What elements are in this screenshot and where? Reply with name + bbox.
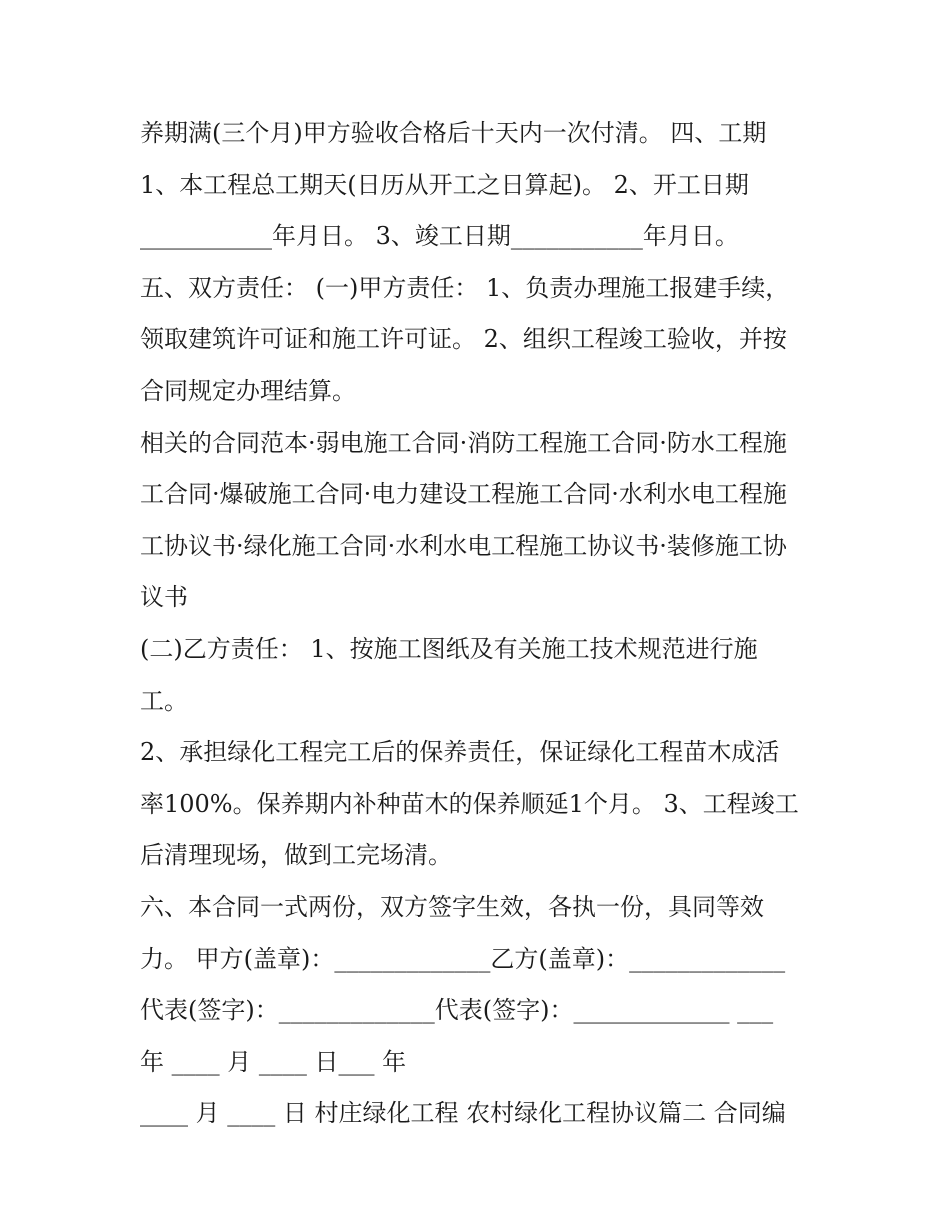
text-line-18: 代表(签字)：_____________代表(签字)：_____________ ___	[140, 996, 774, 1025]
text-line-8: 工合同·爆破施工合同·电力建设工程施工合同·水利水电工程施	[140, 480, 787, 509]
text-line-11: (二)乙方责任： 1、按施工图纸及有关施工技术规范进行施	[140, 634, 758, 663]
text-line-13: 2、承担绿化工程完工后的保养责任，保证绿化工程苗木成活	[140, 738, 780, 767]
text-line-15: 后清理现场，做到工完场清。	[140, 841, 452, 870]
text-line-19: 年 ____ 月 ____ 日___ 年	[140, 1047, 407, 1076]
text-line-6: 合同规定办理结算。	[140, 376, 356, 405]
text-line-1: 养期满(三个月)甲方验收合格后十天内一次付清。 四、工期	[140, 119, 767, 147]
text-line-7: 相关的合同范本·弱电施工合同·消防工程施工合同·防水工程施	[140, 428, 787, 457]
text-line-9: 工协议书·绿化施工合同·水利水电工程施工协议书·装修施工协	[140, 531, 787, 560]
text-line-10: 议书	[140, 583, 188, 612]
text-line-5: 领取建筑许可证和施工许可证。 2、组织工程竣工验收，并按	[140, 325, 787, 354]
text-line-3: ___________年月日。 3、竣工日期___________年月日。	[140, 222, 739, 251]
contract-text	[140, 108, 830, 1140]
text-line-16: 六、本合同一式两份，双方签字生效，各执一份，具同等效	[140, 892, 764, 921]
text-line-12: 工。	[140, 686, 188, 715]
text-line-14: 率100%。保养期内补种苗木的保养顺延1个月。 3、工程竣工	[140, 789, 799, 818]
text-line-17: 力。 甲方(盖章)：_____________乙方(盖章)：_____________	[140, 944, 786, 973]
text-line-20: ____ 月 ____ 日 村庄绿化工程 农村绿化工程协议篇二 合同编	[140, 1099, 786, 1128]
text-line-2: 1、本工程总工期天(日历从开工之日算起)。 2、开工日期	[140, 170, 749, 199]
text-line-4: 五、双方责任： (一)甲方责任： 1、负责办理施工报建手续，	[140, 273, 790, 302]
